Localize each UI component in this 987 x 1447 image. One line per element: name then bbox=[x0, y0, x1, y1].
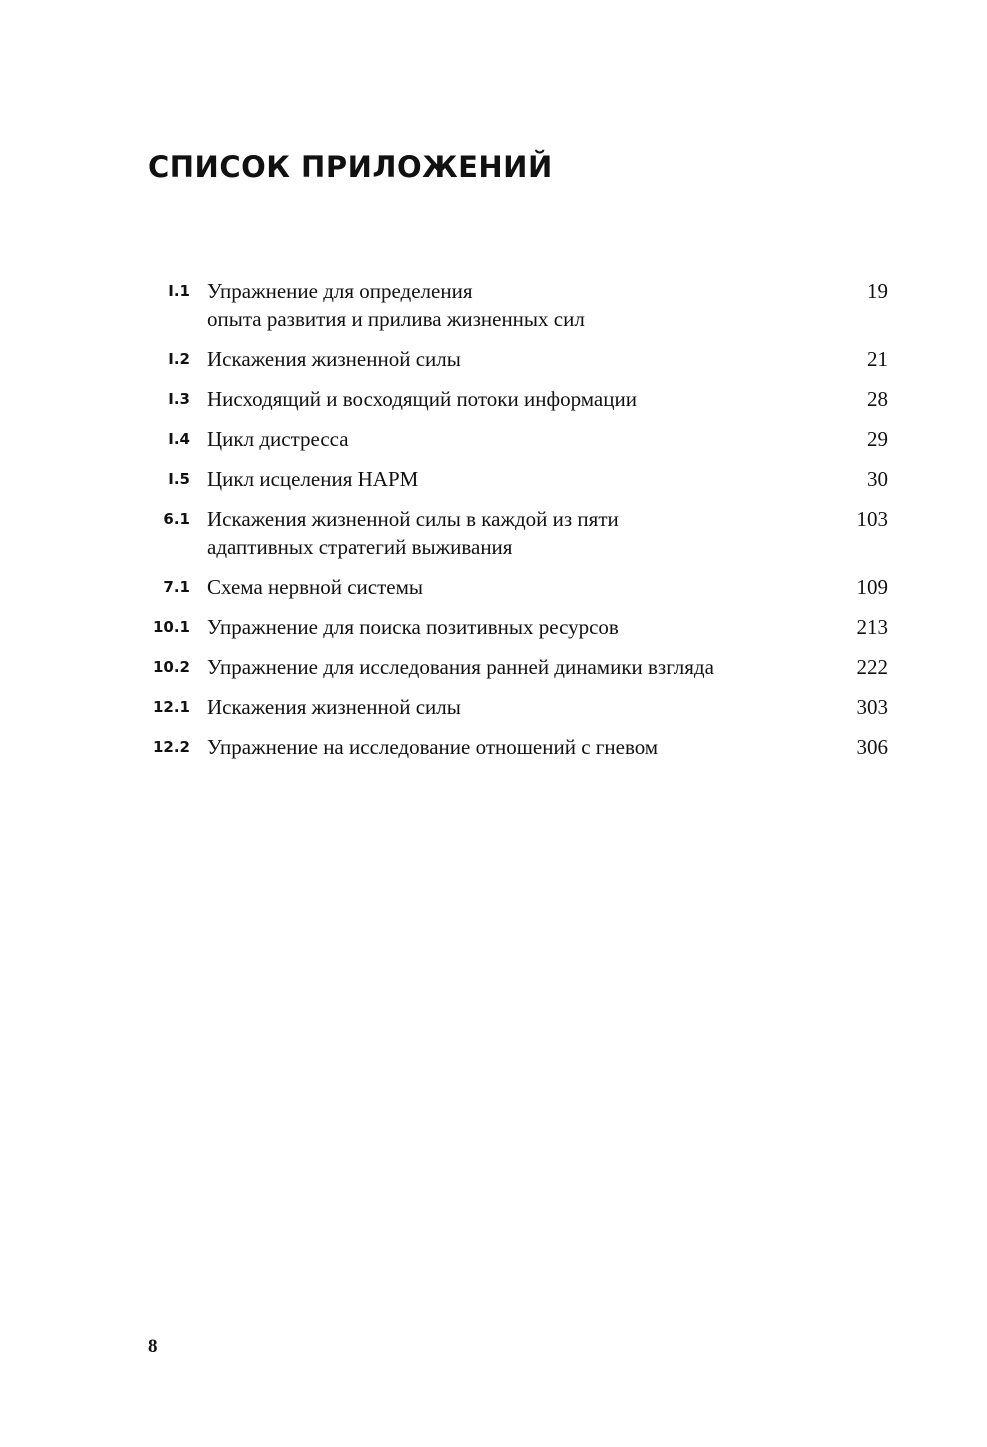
entry-title bbox=[190, 653, 808, 681]
list-item bbox=[148, 613, 888, 641]
entry-page-number: 30 bbox=[867, 467, 888, 491]
entry-number: 10.2 bbox=[152, 658, 190, 676]
entry-number: 6.1 bbox=[163, 510, 190, 528]
list-item bbox=[148, 573, 888, 601]
list-item bbox=[148, 693, 888, 721]
entry-title-line: Искажения жизненной силы bbox=[207, 347, 461, 371]
entry-title bbox=[190, 465, 808, 493]
list-item bbox=[148, 653, 888, 681]
entry-title-line: Упражнение для определения bbox=[207, 279, 473, 303]
entry-title-line: опыта развития и прилива жизненных сил bbox=[207, 307, 585, 331]
entry-title-line: Цикл дистресса bbox=[207, 427, 349, 451]
entry-page-number: 303 bbox=[856, 695, 888, 719]
entry-title bbox=[190, 505, 808, 561]
entry-title-line: Искажения жизненной силы bbox=[207, 695, 461, 719]
list-item bbox=[148, 505, 888, 561]
entry-page-number: 19 bbox=[867, 279, 888, 303]
entry-number: I.2 bbox=[168, 350, 190, 368]
appendix-list bbox=[148, 277, 888, 773]
entry-number: 12.2 bbox=[152, 738, 190, 756]
entry-title-line: Схема нервной системы bbox=[207, 575, 423, 599]
entry-page-number: 306 bbox=[856, 735, 888, 759]
entry-number: I.5 bbox=[168, 470, 190, 488]
entry-title bbox=[190, 613, 808, 641]
entry-number: I.1 bbox=[168, 282, 190, 300]
entry-title bbox=[190, 345, 808, 373]
page-number: 8 bbox=[148, 1336, 158, 1357]
entry-number: I.4 bbox=[168, 430, 190, 448]
entry-title bbox=[190, 385, 808, 413]
entry-page-number: 222 bbox=[856, 655, 888, 679]
list-item bbox=[148, 345, 888, 373]
entry-title-line: Упражнение для исследования ранней динамики взгляда bbox=[207, 655, 714, 679]
entry-page-number: 21 bbox=[867, 347, 888, 371]
entry-title bbox=[190, 277, 808, 333]
entry-page-number: 29 bbox=[867, 427, 888, 451]
entry-title bbox=[190, 693, 808, 721]
entry-title-line: адаптивных стратегий выживания bbox=[207, 535, 513, 559]
entry-page-number: 213 bbox=[856, 615, 888, 639]
page-title: СПИСОК ПРИЛОЖЕНИЙ bbox=[148, 150, 553, 184]
list-item bbox=[148, 385, 888, 413]
list-item bbox=[148, 277, 888, 333]
entry-title-line: Искажения жизненной силы в каждой из пяти bbox=[207, 507, 619, 531]
list-item bbox=[148, 425, 888, 453]
entry-title bbox=[190, 573, 808, 601]
entry-number: 12.1 bbox=[152, 698, 190, 716]
entry-title-line: Цикл исцеления НАРМ bbox=[207, 467, 419, 491]
entry-number: I.3 bbox=[168, 390, 190, 408]
entry-page-number: 28 bbox=[867, 387, 888, 411]
entry-title-line: Упражнение на исследование отношений с гневом bbox=[207, 735, 659, 759]
entry-title bbox=[190, 733, 808, 761]
entry-title-line: Упражнение для поиска позитивных ресурсов bbox=[207, 615, 619, 639]
entry-title bbox=[190, 425, 808, 453]
entry-title-line: Нисходящий и восходящий потоки информации bbox=[207, 387, 637, 411]
entry-number: 10.1 bbox=[152, 618, 190, 636]
list-item bbox=[148, 465, 888, 493]
entry-number: 7.1 bbox=[163, 578, 190, 596]
list-item bbox=[148, 733, 888, 761]
entry-page-number: 103 bbox=[856, 507, 888, 531]
entry-page-number: 109 bbox=[856, 575, 888, 599]
